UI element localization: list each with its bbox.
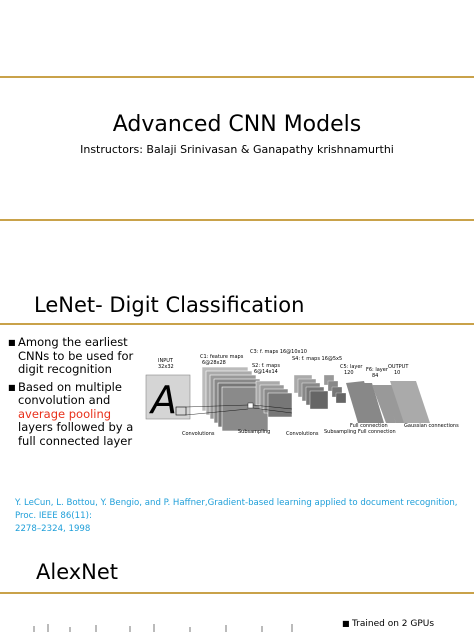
bullet-earliest [8,336,143,377]
label-s2: S2: f. maps [252,363,280,369]
bullet-convolution [8,381,143,449]
bullet-line: convolution and [18,393,111,407]
label-output: OUTPUT [388,364,409,370]
slide1-title: Advanced CNN Models [112,112,362,137]
slide2-rule [0,323,474,325]
bullet-highlight: average pooling [18,406,112,421]
label-c1: C1: feature maps [200,354,244,360]
slide1-top-rule [0,76,474,78]
slide3-rule [0,592,474,594]
slide1-instructors: Instructors: Balaji Srinivasan & Ganapathy krishnamurthi [80,143,394,156]
slide2-title: LeNet- Digit Classification [34,293,305,317]
bullet-gpus: ■ Trained on 2 GPUs [342,619,474,629]
bullet-line: CNNs to be used for [18,348,134,363]
slide3-title: AlexNet [36,560,119,584]
label-c3: C3: f. maps 16@10x10 [250,349,307,355]
label-convolutions-1: Convolutions [182,431,215,437]
bullet-line: full connected layer [18,433,133,448]
lenet-architecture-diagram [144,343,472,443]
lenet-citation [15,497,465,536]
label-gaussian: Gaussian connections [404,423,459,429]
label-c1-size: 6@28x28 [202,360,226,366]
alexnet-diagram-partial [30,624,310,632]
citation-line: 2278–2324, 1998 [15,524,91,534]
label-subsampling-2: Subsampling [324,429,357,435]
label-s2-size: 6@14x14 [254,369,278,375]
label-c5: C5: layer [340,364,363,370]
bullet-line: digit recognition [18,362,112,376]
bullet-line: ■ Among the earliest [18,335,128,349]
label-full-connection-2: Full connection [358,429,396,435]
bullet-line: layers followed by a [18,420,134,434]
s2-map [268,393,292,417]
bullet-line: ■ Based on multiple [18,379,122,394]
c1-receptive-field [248,403,253,408]
label-input-size: 32x32 [158,364,174,370]
label-s4: S4: f. maps 16@5x5 [292,356,343,362]
label-convolutions-2: Convolutions [286,431,319,437]
label-full-connection-1: Full connection [350,423,388,429]
slide1-bottom-rule [0,219,474,221]
label-input: INPUT [158,358,173,364]
slide2-bullets [8,336,143,448]
label-c5-size: 120 [344,370,354,376]
input-digit: A [151,378,177,422]
label-subsampling-1: Subsampling [238,429,271,435]
c3-map [310,391,328,409]
label-f6: F6: layer [366,367,388,373]
citation-line: Y. LeCun, L. Bottou, Y. Bengio, and P. Haffner,Gradient-based learning applied to document recognition, Proc. IEEE 86(11): [15,498,458,521]
label-output-size: 10 [394,370,401,376]
label-f6-size: 84 [372,373,379,379]
s4-map [336,393,346,403]
